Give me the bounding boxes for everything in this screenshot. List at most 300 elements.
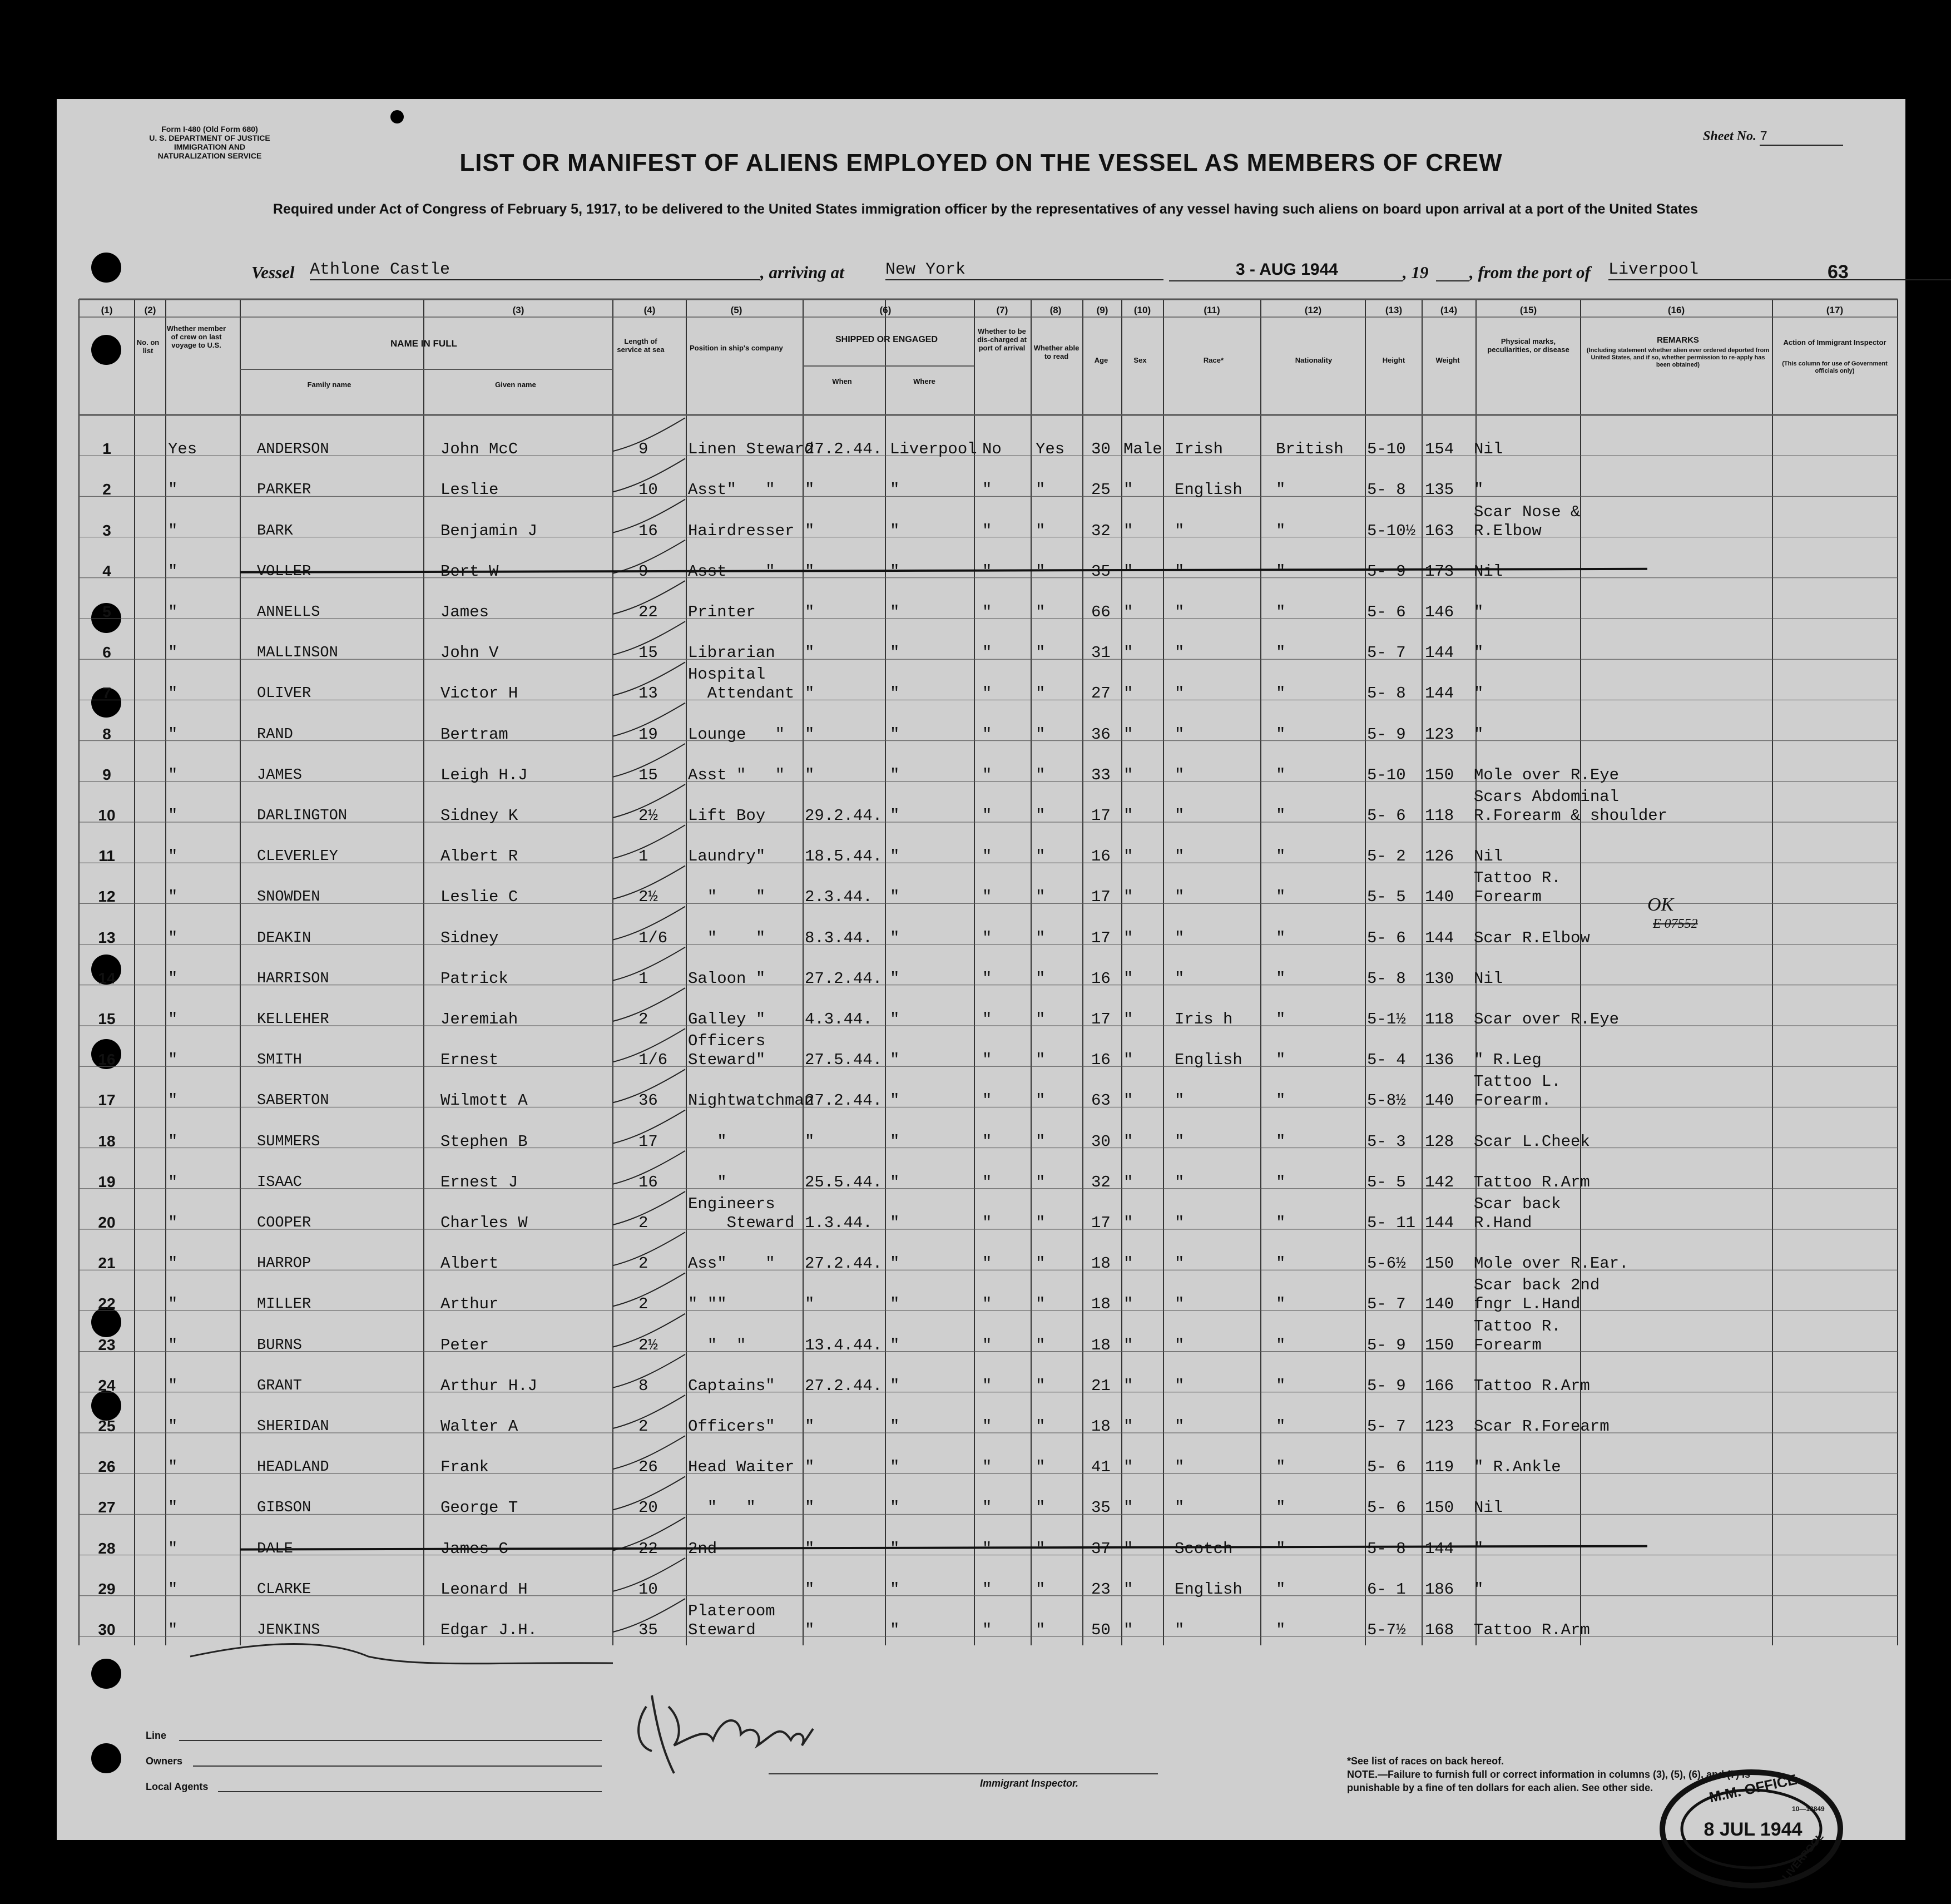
position-cell: Head Waiter (688, 1458, 795, 1477)
header-shipped: SHIPPED OR ENGAGED (835, 335, 938, 344)
race-cell: " (1175, 969, 1185, 988)
shipped-when-cell: " (805, 765, 815, 784)
weight-cell: 144 (1425, 1213, 1454, 1232)
row-number: 17 (98, 1091, 116, 1109)
header-remarks: REMARKS (1657, 335, 1699, 345)
shipped-where-cell: " (890, 1620, 900, 1639)
footer-line-label: Line (146, 1730, 167, 1741)
able-to-read-cell: " (1036, 725, 1046, 744)
sex-cell: " (1123, 1336, 1133, 1354)
shipped-where-cell: " (890, 521, 900, 540)
row-number: 21 (98, 1254, 116, 1272)
last-voyage-cell: " (168, 684, 178, 703)
weight-cell: 144 (1425, 1539, 1454, 1558)
last-voyage-cell: " (168, 928, 178, 947)
stamp-date: 8 JUL 1944 (1704, 1819, 1803, 1840)
service-length-cell: 19 (638, 725, 658, 744)
weight-cell: 150 (1425, 1336, 1454, 1354)
weight-cell: 135 (1425, 481, 1454, 500)
footnote-races: *See list of races on back hereof. (1347, 1755, 1504, 1767)
shipped-when-cell: " (805, 1132, 815, 1151)
given-name-cell: Edgar J.H. (440, 1620, 538, 1639)
shipped-when-cell: 2.3.44. (805, 888, 873, 907)
discharged-cell: " (982, 1417, 992, 1436)
sex-cell: " (1123, 1051, 1133, 1070)
service-length-cell: 22 (638, 1539, 658, 1558)
table-row (57, 1073, 1905, 1114)
able-to-read-cell: " (1036, 969, 1046, 988)
discharged-cell: " (982, 1091, 992, 1110)
able-to-read-cell: " (1036, 1336, 1046, 1354)
sex-cell: Male (1123, 440, 1162, 459)
last-voyage-cell: " (168, 1254, 178, 1273)
weight-cell: 118 (1425, 806, 1454, 825)
shipped-where-cell: " (890, 602, 900, 621)
service-length-cell: 2½ (638, 806, 658, 825)
discharged-cell: " (982, 1254, 992, 1273)
sex-cell: " (1123, 1173, 1133, 1191)
shipped-where-cell: " (890, 1254, 900, 1273)
family-name-cell: SABERTON (257, 1092, 329, 1110)
physical-marks-cell: Scars Abdominal R.Forearm & shoulder (1474, 788, 1668, 825)
header-action-note: (This column for use of Government officials only) (1782, 360, 1888, 374)
height-cell: 5-6½ (1367, 1254, 1406, 1273)
table-row (57, 706, 1905, 747)
height-cell: 5- 7 (1367, 1295, 1406, 1314)
height-cell: 5- 7 (1367, 644, 1406, 662)
weight-cell: 186 (1425, 1580, 1454, 1599)
height-cell: 5- 7 (1367, 1417, 1406, 1436)
nationality-cell: " (1276, 1132, 1286, 1151)
table-row (57, 1195, 1905, 1236)
shipped-when-cell: " (805, 602, 815, 621)
family-name-cell: OLIVER (257, 685, 311, 703)
weight-cell: 150 (1425, 1254, 1454, 1273)
age-cell: 18 (1091, 1254, 1111, 1273)
shipped-where-cell: " (890, 1376, 900, 1395)
last-voyage-cell: " (168, 481, 178, 500)
family-name-cell: CLARKE (257, 1581, 311, 1598)
service-length-cell: 2 (638, 1213, 648, 1232)
row-number: 9 (102, 765, 111, 783)
family-name-cell: COOPER (257, 1214, 311, 1232)
race-cell: " (1175, 888, 1185, 907)
header-position: Position in ship's company (690, 344, 783, 352)
column-number: (7) (996, 305, 1008, 315)
last-voyage-cell: " (168, 1499, 178, 1517)
position-cell: " " (688, 928, 766, 947)
weight-cell: 168 (1425, 1620, 1454, 1639)
sex-cell: " (1123, 1091, 1133, 1110)
position-cell: Galley " (688, 1010, 766, 1028)
able-to-read-cell: Yes (1036, 440, 1065, 459)
nationality-cell: " (1276, 1254, 1286, 1273)
service-length-cell: 20 (638, 1499, 658, 1517)
given-name-cell: John McC (440, 440, 518, 459)
discharged-cell: " (982, 1213, 992, 1232)
row-number: 24 (98, 1376, 116, 1394)
age-cell: 16 (1091, 969, 1111, 988)
race-cell: " (1175, 1499, 1185, 1517)
shipped-when-cell: 18.5.44. (805, 847, 883, 866)
height-cell: 5- 5 (1367, 888, 1406, 907)
family-name-cell: JENKINS (257, 1621, 320, 1639)
last-voyage-cell: " (168, 1010, 178, 1028)
race-cell: " (1175, 725, 1185, 744)
physical-marks-cell: Scar R.Elbow (1474, 928, 1590, 947)
table-row (57, 992, 1905, 1032)
age-cell: 33 (1091, 765, 1111, 784)
discharged-cell: " (982, 1295, 992, 1314)
shipped-when-cell: " (805, 644, 815, 662)
column-number: (16) (1667, 305, 1685, 315)
weight-cell: 118 (1425, 1010, 1454, 1028)
last-voyage-cell: " (168, 1376, 178, 1395)
family-name-cell: ANDERSON (257, 441, 329, 458)
weight-cell: 154 (1425, 440, 1454, 459)
shipped-where-cell: " (890, 1132, 900, 1151)
service-length-cell: 16 (638, 521, 658, 540)
row-number: 8 (102, 725, 111, 743)
header-weight: Weight (1435, 356, 1460, 364)
physical-marks-cell: Mole over R.Eye (1474, 765, 1620, 784)
shipped-where-cell: Liverpool (890, 440, 977, 459)
given-name-cell: Charles W (440, 1213, 528, 1232)
header-service: Length of service at sea (617, 337, 665, 354)
family-name-cell: SHERIDAN (257, 1418, 329, 1435)
row-number: 7 (102, 684, 111, 702)
shipped-when-cell: " (805, 684, 815, 703)
row-number: 11 (98, 847, 115, 865)
age-cell: 37 (1091, 1539, 1111, 1558)
service-length-cell: 10 (638, 481, 658, 500)
table-row (57, 666, 1905, 706)
shipped-where-cell: " (890, 1213, 900, 1232)
family-name-cell: HARRISON (257, 970, 329, 987)
last-voyage-cell: " (168, 806, 178, 825)
table-row (57, 910, 1905, 951)
nationality-cell: " (1276, 1051, 1286, 1070)
able-to-read-cell: " (1036, 1091, 1046, 1110)
last-voyage-cell: " (168, 1213, 178, 1232)
shipped-when-cell: " (805, 1539, 815, 1558)
table-row (57, 1114, 1905, 1154)
header-given-name: Given name (495, 380, 536, 389)
footnote-penalty: NOTE.—Failure to furnish full or correct information in columns (3), (5), (6), and (7) is punishable by a fine of ten dollars for each alien. See other side. (1347, 1769, 1751, 1793)
shipped-where-cell: " (890, 644, 900, 662)
last-voyage-cell: " (168, 1132, 178, 1151)
family-name-cell: SNOWDEN (257, 889, 320, 906)
table-row (57, 1358, 1905, 1399)
position-cell: Librarian (688, 644, 775, 662)
age-cell: 17 (1091, 928, 1111, 947)
height-cell: 5- 9 (1367, 562, 1406, 581)
service-length-cell: 2½ (638, 1336, 658, 1354)
row-number: 20 (98, 1213, 116, 1231)
shipped-where-cell: " (890, 1173, 900, 1191)
signature-flourish (185, 1620, 630, 1668)
column-number: (13) (1385, 305, 1403, 315)
remark-ok-initials: OK (1647, 894, 1674, 915)
given-name-cell: Walter A (440, 1417, 518, 1436)
weight-cell: 140 (1425, 888, 1454, 907)
race-cell: English (1175, 1580, 1242, 1599)
service-length-cell: 17 (638, 1132, 658, 1151)
position-cell: Nightwatchman (688, 1091, 814, 1110)
discharged-cell: " (982, 765, 992, 784)
weight-cell: 163 (1425, 521, 1454, 540)
service-length-cell: 2 (638, 1254, 648, 1273)
physical-marks-cell: Tattoo R.Arm (1474, 1376, 1590, 1395)
shipped-where-cell: " (890, 1499, 900, 1517)
family-name-cell: HEADLAND (257, 1459, 329, 1476)
last-voyage-cell: " (168, 765, 178, 784)
race-cell: " (1175, 1132, 1185, 1151)
header-marks: Physical marks, peculiarities, or disease (1487, 337, 1569, 354)
nationality-cell: " (1276, 1091, 1286, 1110)
last-voyage-cell: " (168, 725, 178, 744)
physical-marks-cell: " (1474, 1580, 1484, 1599)
column-number: (2) (144, 305, 156, 315)
table-row (57, 748, 1905, 788)
shipped-when-cell: 27.2.44. (805, 440, 883, 459)
sex-cell: " (1123, 888, 1133, 907)
last-voyage-cell: " (168, 1051, 178, 1070)
able-to-read-cell: " (1036, 928, 1046, 947)
nationality-cell: " (1276, 1010, 1286, 1028)
shipped-when-cell: 13.4.44. (805, 1336, 883, 1354)
sex-cell: " (1123, 1376, 1133, 1395)
service-length-cell: 1/6 (638, 1051, 668, 1070)
able-to-read-cell: " (1036, 888, 1046, 907)
row-number: 6 (102, 644, 111, 661)
given-name-cell: Ernest J (440, 1173, 518, 1191)
service-length-cell: 15 (638, 644, 658, 662)
row-number: 3 (102, 521, 111, 539)
position-cell: " (688, 1132, 727, 1151)
header-last-voyage: Whether member of crew on last voyage to U.S. (166, 324, 226, 349)
family-name-cell: ANNELLS (257, 604, 320, 621)
physical-marks-cell: Tattoo R. Forearm (1474, 1317, 1561, 1354)
table-row (57, 422, 1905, 462)
last-voyage-cell: " (168, 602, 178, 621)
height-cell: 5- 5 (1367, 1173, 1406, 1191)
column-number: (8) (1049, 305, 1062, 315)
race-cell: " (1175, 806, 1185, 825)
column-number: (11) (1204, 305, 1220, 315)
nationality-cell: " (1276, 481, 1286, 500)
able-to-read-cell: " (1036, 1620, 1046, 1639)
sex-cell: " (1123, 765, 1133, 784)
family-name-cell: MILLER (257, 1296, 311, 1313)
shipped-where-cell: " (890, 725, 900, 744)
physical-marks-cell: " R.Leg (1474, 1051, 1542, 1070)
sex-cell: " (1123, 1499, 1133, 1517)
height-cell: 5- 6 (1367, 806, 1406, 825)
nationality-cell: " (1276, 969, 1286, 988)
nationality-cell: " (1276, 847, 1286, 866)
given-name-cell: Albert (440, 1254, 499, 1273)
family-name-cell: DALE (257, 1540, 293, 1557)
nationality-cell: " (1276, 602, 1286, 621)
height-cell: 5-8½ (1367, 1091, 1406, 1110)
position-cell: Hospital Attendant (688, 665, 795, 703)
height-cell: 5-1½ (1367, 1010, 1406, 1028)
physical-marks-cell: Tattoo R. Forearm (1474, 869, 1561, 907)
physical-marks-cell: " (1474, 481, 1484, 500)
row-number: 30 (98, 1620, 116, 1638)
able-to-read-cell: " (1036, 1376, 1046, 1395)
nationality-cell: British (1276, 440, 1344, 459)
sheet-value: 7 (1760, 130, 1843, 146)
nationality-cell: " (1276, 806, 1286, 825)
table-row (57, 503, 1905, 543)
discharged-cell: " (982, 602, 992, 621)
race-cell: " (1175, 562, 1185, 581)
height-cell: 5- 2 (1367, 847, 1406, 866)
service-length-cell: 15 (638, 765, 658, 784)
shipped-where-cell: " (890, 1051, 900, 1070)
able-to-read-cell: " (1036, 644, 1046, 662)
position-cell: " (688, 1173, 727, 1191)
row-number: 28 (98, 1539, 116, 1557)
row-number: 19 (98, 1173, 116, 1190)
table-row (57, 544, 1905, 585)
header-where: Where (913, 377, 935, 385)
given-name-cell: Stephen B (440, 1132, 528, 1151)
column-number: (1) (101, 305, 113, 315)
nationality-cell: " (1276, 725, 1286, 744)
family-name-cell: GRANT (257, 1377, 303, 1394)
physical-marks-cell: Nil (1474, 440, 1503, 459)
age-cell: 50 (1091, 1620, 1111, 1639)
from-label: , from the port of (1469, 263, 1591, 282)
given-name-cell: Jeremiah (440, 1010, 518, 1028)
sex-cell: " (1123, 1295, 1133, 1314)
race-cell: " (1175, 928, 1185, 947)
given-name-cell: Benjamin J (440, 521, 538, 540)
shipped-where-cell: " (890, 1458, 900, 1477)
able-to-read-cell: " (1036, 1539, 1046, 1558)
form-code: 10—13849 (1792, 1805, 1825, 1813)
nationality-cell: " (1276, 1580, 1286, 1599)
able-to-read-cell: " (1036, 1580, 1046, 1599)
service-length-cell: 8 (638, 1376, 648, 1395)
shipped-where-cell: " (890, 928, 900, 947)
shipped-where-cell: " (890, 806, 900, 825)
given-name-cell: Leonard H (440, 1580, 528, 1599)
physical-marks-cell: Tattoo L. Forearm. (1474, 1072, 1561, 1110)
discharged-cell: " (982, 1458, 992, 1477)
able-to-read-cell: " (1036, 562, 1046, 581)
discharged-cell: " (982, 1580, 992, 1599)
sex-cell: " (1123, 684, 1133, 703)
table-row (57, 869, 1905, 910)
able-to-read-cell: " (1036, 684, 1046, 703)
age-cell: 21 (1091, 1376, 1111, 1395)
age-cell: 18 (1091, 1336, 1111, 1354)
age-cell: 35 (1091, 1499, 1111, 1517)
shipped-when-cell: 25.5.44. (805, 1173, 883, 1191)
discharged-cell: " (982, 684, 992, 703)
last-voyage-cell: " (168, 1091, 178, 1110)
able-to-read-cell: " (1036, 1295, 1046, 1314)
service-length-cell: 26 (638, 1458, 658, 1477)
column-number: (3) (512, 305, 524, 315)
shipped-when-cell: " (805, 1580, 815, 1599)
service-length-cell: 2½ (638, 888, 658, 907)
able-to-read-cell: " (1036, 1010, 1046, 1028)
service-length-cell: 10 (638, 1580, 658, 1599)
shipped-when-cell: " (805, 1417, 815, 1436)
race-cell: Irish (1175, 440, 1224, 459)
year-label: , 19 (1403, 263, 1429, 282)
arriving-port: New York (885, 260, 1163, 280)
service-length-cell: 16 (638, 1173, 658, 1191)
age-cell: 17 (1091, 806, 1111, 825)
height-cell: 5- 6 (1367, 602, 1406, 621)
last-voyage-cell: " (168, 1295, 178, 1314)
nationality-cell: " (1276, 1499, 1286, 1517)
shipped-when-cell: " (805, 562, 815, 581)
column-number: (5) (730, 305, 742, 315)
family-name-cell: JAMES (257, 766, 303, 784)
nationality-cell: " (1276, 928, 1286, 947)
position-cell: Plateroom Steward (688, 1602, 775, 1639)
last-voyage-cell: " (168, 1336, 178, 1354)
last-voyage-cell: " (168, 1458, 178, 1477)
physical-marks-cell: Scar Nose & R.Elbow (1474, 502, 1581, 540)
from-port: Liverpool (1608, 260, 1951, 280)
discharged-cell: " (982, 1336, 992, 1354)
position-cell: Asst " " (688, 765, 785, 784)
row-number: 4 (102, 562, 111, 580)
nationality-cell: " (1276, 1336, 1286, 1354)
service-length-cell: 13 (638, 684, 658, 703)
nationality-cell: " (1276, 1376, 1286, 1395)
position-cell: Ass" " (688, 1254, 775, 1273)
page-title: LIST OR MANIFEST OF ALIENS EMPLOYED ON THE VESSEL AS MEMBERS OF CREW (459, 149, 1503, 176)
inspector-signature (613, 1673, 924, 1784)
header-name: NAME IN FULL (390, 338, 457, 349)
footer-agents-label: Local Agents (146, 1781, 209, 1792)
last-voyage-cell: " (168, 521, 178, 540)
column-number: (4) (643, 305, 656, 315)
shipped-when-cell: " (805, 1295, 815, 1314)
physical-marks-cell: " (1474, 602, 1484, 621)
column-number: (14) (1440, 305, 1458, 315)
age-cell: 66 (1091, 602, 1111, 621)
physical-marks-cell: " (1474, 644, 1484, 662)
nationality-cell: " (1276, 562, 1286, 581)
weight-cell: 144 (1425, 928, 1454, 947)
shipped-when-cell: 27.2.44. (805, 1254, 883, 1273)
position-cell: Asst " (688, 562, 775, 581)
physical-marks-cell: Nil (1474, 1499, 1503, 1517)
shipped-when-cell: 29.2.44. (805, 806, 883, 825)
age-cell: 25 (1091, 481, 1111, 500)
nationality-cell: " (1276, 1539, 1286, 1558)
shipped-when-cell: " (805, 481, 815, 500)
discharged-cell: " (982, 969, 992, 988)
form-number: Form I-480 (Old Form 680) (161, 125, 258, 133)
shipped-where-cell: " (890, 684, 900, 703)
given-name-cell: Frank (440, 1458, 489, 1477)
able-to-read-cell: " (1036, 1499, 1046, 1517)
family-name-cell: CLEVERLEY (257, 848, 338, 866)
shipped-when-cell: " (805, 1620, 815, 1639)
race-cell: " (1175, 1376, 1185, 1395)
